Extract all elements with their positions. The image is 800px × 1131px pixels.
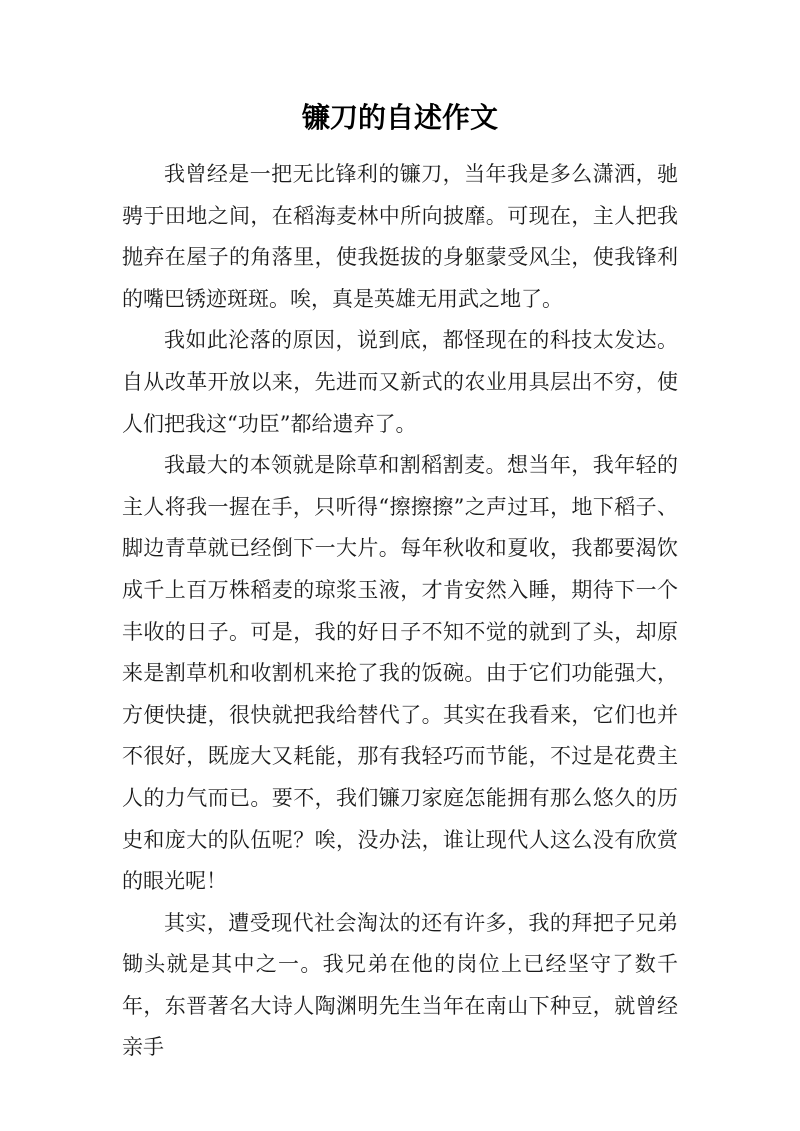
paragraph-4: 其实，遭受现代社会淘汰的还有许多，我的拜把子兄弟锄头就是其中之一。我兄弟在他的岗位上已经坚守了数千年，东晋著名大诗人陶渊明先生当年在南山下种豆，就曾经亲手 xyxy=(122,910,678,1060)
paragraph-2: 我如此沦落的原因，说到底，都怪现在的科技太发达。自从改革开放以来，先进而又新式的农业用具层出不穷，使人们把我这“功臣”都给遗弃了。 xyxy=(122,328,678,436)
paragraph-3: 我最大的本领就是除草和割稻割麦。想当年，我年轻的主人将我一握在手，只听得“擦擦擦”之声过耳，地下稻子、脚边青草就已经倒下一大片。每年秋收和夏收，我都要渴饮成千上百万株稻麦的琼浆玉液，才肯安然入睡，期待下一个丰收的日子。可是，我的好日子不知不觉的就到了头，却原来是割草机和收割机来抢了我的饭碗。由于它们功能强大，方便快捷，很快就把我给替代了。其实在我看来，它们也并不很好，既庞大又耗能，那有我轻巧而节能，不过是花费主人的力气而已。要不，我们镰刀家庭怎能拥有那么悠久的历史和庞大的队伍呢？唉，没办法，谁让现代人这么没有欣赏的眼光呢！ xyxy=(122,453,678,894)
essay-body xyxy=(122,154,678,1069)
page-title: 镰刀的自述作文 xyxy=(301,101,498,134)
paragraph-1: 我曾经是一把无比锋利的镰刀，当年我是多么潇洒，驰骋于田地之间，在稻海麦林中所向披靡。可现在，主人把我抛弃在屋子的角落里，使我挺拔的身躯蒙受风尘，使我锋利的嘴巴锈迹斑斑。唉，真是英雄无用武之地了。 xyxy=(122,162,678,311)
